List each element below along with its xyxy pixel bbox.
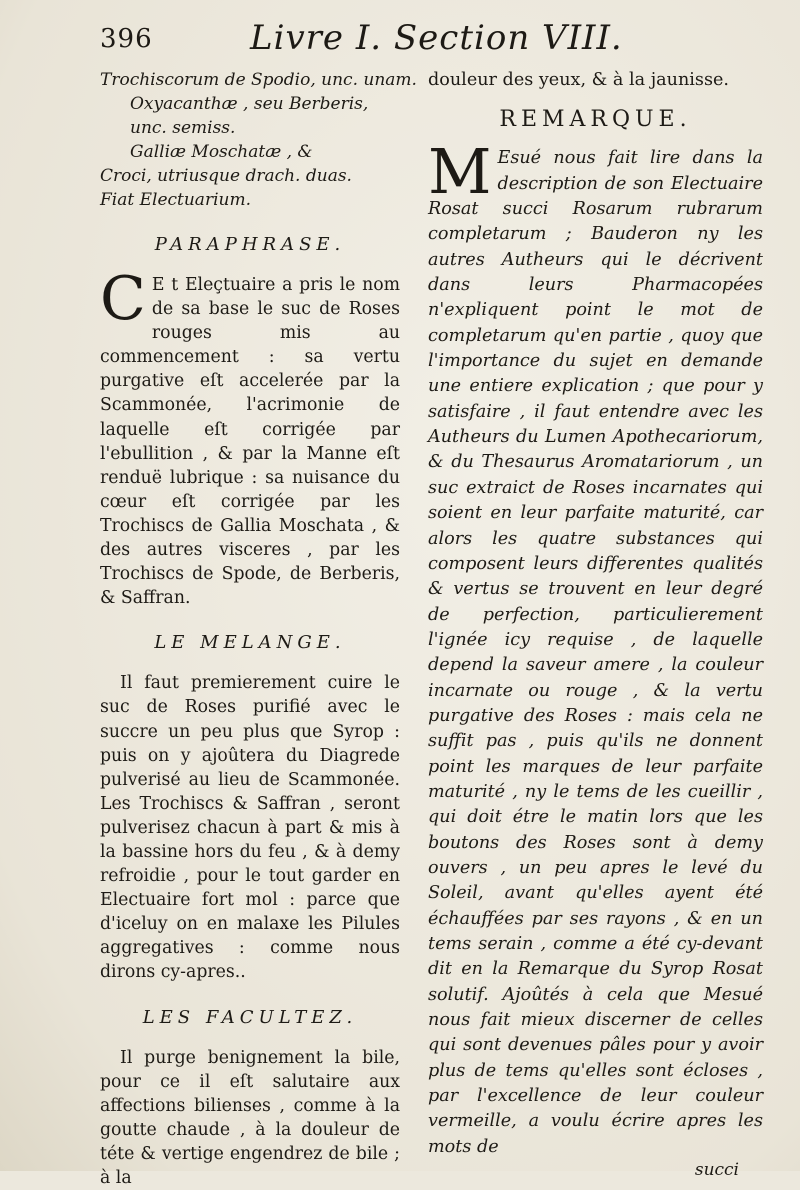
- section-heading-melange: LE MELANGE.: [154, 632, 346, 654]
- section-heading-facultez: LES FACULTEZ.: [142, 1006, 358, 1028]
- page-number: 396: [100, 24, 153, 54]
- continued-line: douleur des yeux, & à la jaunisse.: [428, 70, 729, 90]
- catchword: succi: [694, 1160, 739, 1181]
- recipe-line: Croci, utriusque drach. duas.: [100, 166, 352, 186]
- recipe-line: Trochiscorum de Spodio, unc. unam.: [100, 70, 417, 90]
- recipe-block: [100, 68, 417, 212]
- recipe-line: Oxyacanthæ , seu Berberis,: [130, 94, 369, 114]
- paragraph-facultez: Il purge benignement la bile, pour ce il eſt salutaire aux affections bilienses , comme à la goutte chaude , à la douleur de téte & vertige engendrez de bile ; à la: [100, 1047, 400, 1188]
- paragraph-melange: Il faut premierement cuire le suc de Roses purifié avec le succre un peu plus que Syrop : puis on y ajoûtera du Diagrede pulverisé au lieu de Scammonée. Les Trochiscs & Saffran , seront pulverisez chacun à part & mis à la bassine hors du feu , & à demy refroidie , pour le tout garder en Electuaire fort mol : parce que d'iceluy on en malaxe les Pilules aggregatives : comme nous dirons cy-apres..: [100, 673, 400, 983]
- paragraph-text: E t Eleçtuaire a pris le nom de sa base le suc de Roses rouges mis au commencement : sa vertu purgative eſt accelerée par la Scammonée, l'acrimonie de laquelle eſt corrigée par l'ebullition , & par la Manne eſt renduë lubrique : sa nuisance du cœur eſt corrigée par les Trochiscs de Gallia Moschata , & des autres visceres , par les Trochiscs de Spode, de Berberis, & Saffran.: [100, 275, 400, 609]
- paragraph-remarque: [428, 135, 763, 1160]
- page-header: [100, 18, 740, 62]
- right-column: [428, 68, 763, 1180]
- paragraph-text: Esué nous fait lire dans la description de son Electuaire Rosat succi Rosarum rubrarum completarum ; Bauderon ny les autres Autheurs qui le décrivent dans leurs Pharmacopées n'expliquent point le mot de completarum qu'en partie , quoy que l'importance du sujet en demande une entiere explication ; que pour y satisfaire , il faut entendre avec les Autheurs du Lumen Apothecariorum, & du Thesaurus Aromatariorum , un suc extraict de Roses incarnates qui soient en leur parfaite maturité, car alors les quatre substances qui composent leurs differentes qualités & vertus se trouvent en leur degré de perfection, particulierement l'ignée icy requise , de laquelle depend la saveur amere , la couleur incarnate ou rouge , & la vertu purgative des Roses : mais cela ne suffit pas , puis qu'ils ne donnent point les marques de leur parfaite maturité , ny le tems de les cueillir , qui doit étre le matin lors que les boutons des Roses sont à demy ouvers , un peu apres le levé du Soleil, avant qu'elles ayent été échauffées par ses rayons , & en un tems serain , comme a été cy-devant dit en la Remarque du Syrop Rosat solutif. Ajoûtés à cela que Mesué nous fait mieux discerner de celles qui sont devenues pâles pour y avoir plus de tems qu'elles sont écloses , par l'excellence de leur couleur vermeille, a voulu écrire apres les mots de: [428, 148, 763, 1157]
- running-head: Livre I. Section VIII.: [250, 18, 623, 58]
- left-column: [100, 68, 417, 1190]
- recipe-line: Fiat Electuarium.: [100, 190, 251, 210]
- recipe-line: Galliæ Moschatæ , &: [130, 142, 313, 162]
- section-heading-paraphrase: PARAPHRASE.: [154, 234, 346, 255]
- paragraph-paraphrase: [100, 264, 400, 610]
- drop-cap: C: [100, 264, 146, 334]
- section-heading-remarque: REMARQUE.: [499, 107, 692, 133]
- drop-cap: M: [428, 135, 492, 209]
- recipe-line: unc. semiss.: [130, 118, 236, 138]
